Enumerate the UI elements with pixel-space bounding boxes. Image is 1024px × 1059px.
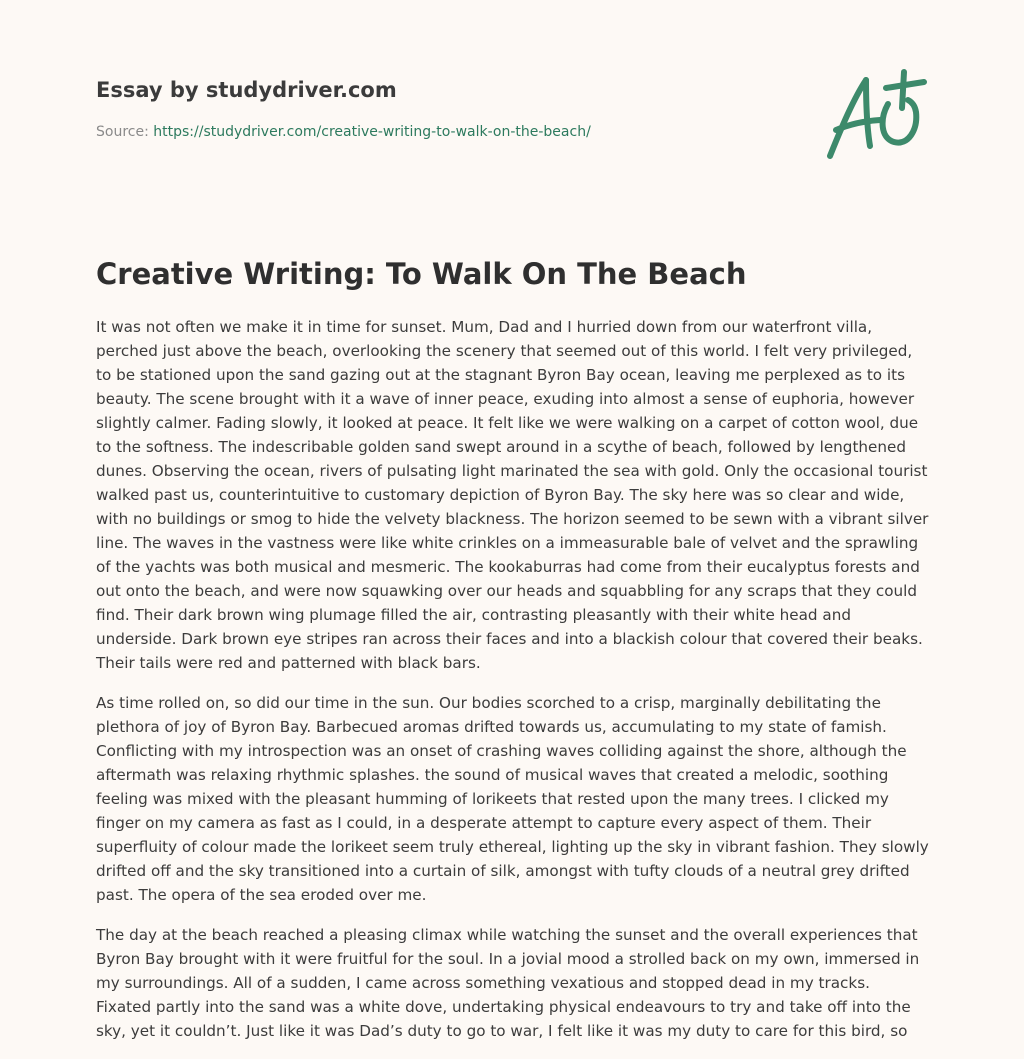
essay-paragraph-2: As time rolled on, so did our time in the sun. Our bodies scorched to a crisp, marginally debilitating the plethora of joy of Byron Bay. Barbecued aromas drifted towards us, accumulating to my state of famish. Conflicting with my introspection was an onset of crashing waves colliding against the shore, although the aftermath was relaxing rhythmic splashes. the sound of musical waves that created a melodic, soothing feeling was mixed with the pleasant humming of lorikeets that rested upon the many trees. I clicked my finger on my camera as fast as I could, in a desperate attempt to capture every aspect of them. Their superfluity of colour made the lorikeet seem truly ethereal, lighting up the sky in vibrant fashion. They slowly drifted off and the sky transitioned into a curtain of silk, amongst with tufty clouds of a neutral grey drifted past. The opera of the sea eroded over me. (96, 694, 929, 904)
essay-header (96, 76, 736, 142)
essay-paragraph-1: It was not often we make it in time for sunset. Mum, Dad and I hurried down from our waterfront villa, perched just above the beach, overlooking the scenery that seemed out of this world. I felt very privileged, to be stationed upon the sand gazing out at the stagnant Byron Bay ocean, leaving me perplexed as to its beauty. The scene brought with it a wave of inner peace, exuding into almost a sense of euphoria, however slightly calmer. Fading slowly, it looked at peace. It felt like we were walking on a carpet of cotton wool, due to the softness. The indescribable golden sand swept around in a scythe of beach, followed by lengthened dunes. Observing the ocean, rivers of pulsating light marinated the sea with gold. Only the occasional tourist walked past us, counterintuitive to customary depiction of Byron Bay. The sky here was so clear and wide, with no buildings or smog to hide the velvety blackness. The horizon seemed to be sewn with a vibrant silver line. The waves in the vastness were like white crinkles on a immeasurable bale of velvet and the sprawling of the yachts was both musical and mesmeric. The kookaburras had come from their eucalyptus forests and out onto the beach, and were now squawking over our heads and squabbling for any scraps that they could find. Their dark brown wing plumage filled the air, contrasting pleasantly with their white head and underside. Dark brown eye stripes ran across their faces and into a blackish colour that covered their beaks. Their tails were red and patterned with black bars. (96, 318, 929, 672)
essay-paragraph-3: The day at the beach reached a pleasing climax while watching the sunset and the overall experiences that Byron Bay brought with it were fruitful for the soul. In a jovial mood a strolled back on my own, immersed in my surroundings. All of a sudden, I came across something vexatious and stopped dead in my tracks. Fixated partly into the sand was a white dove, undertaking physical endeavours to try and take off into the sky, yet it couldn’t. Just like it was Dad’s duty to go to war, I felt like it was my duty to care for this bird, so (96, 926, 920, 1040)
source-link[interactable]: https://studydriver.com/creative-writing-to-walk-on-the-beach/ (153, 124, 591, 140)
source-label: Source: (96, 124, 149, 140)
brand-title: Essay by studydriver.com (96, 78, 397, 102)
logo-text: A+ (822, 66, 824, 67)
a-plus-logo (822, 66, 930, 166)
essay-body (96, 315, 929, 1059)
essay-title: Creative Writing: To Walk On The Beach (96, 257, 747, 291)
a-plus-logo-graphic (822, 66, 930, 166)
source-line (96, 122, 736, 142)
